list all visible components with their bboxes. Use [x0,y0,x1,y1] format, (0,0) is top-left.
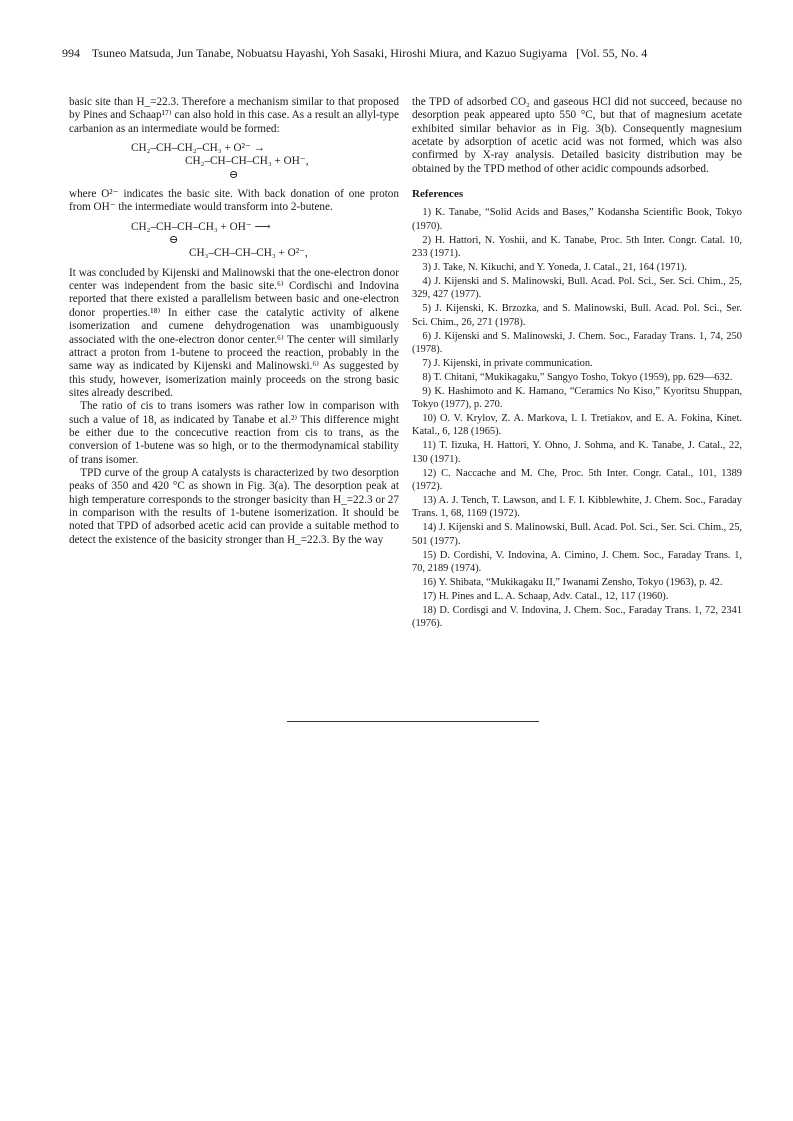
reference-item: 17) H. Pines and L. A. Schaap, Adv. Catal., 12, 117 (1960). [422,590,669,602]
equation-line: CH₂–CH–CH–CH₃ + OH⁻ ⟶ [131,220,271,233]
reference-item: 3) J. Take, N. Kikuchi, and Y. Yoneda, J. Catal., 21, 164 (1971). [422,262,687,274]
reference-list [412,206,742,630]
equation-line: CH₂–CH–CH–CH₃ + OH⁻, [185,155,309,168]
end-rule [287,721,539,722]
reference-item: 11) T. Iizuka, H. Hattori, Y. Ohno, J. Sohma, and K. Tanabe, J. Catal., 22, 130 (1971). [412,440,742,465]
reference-item: 15) D. Cordishi, V. Indovina, A. Cimino, J. Chem. Soc., Faraday Trans. 1, 70, 2189 (1974). [412,549,742,574]
reference-item: 14) J. Kijenski and S. Malinowski, Bull. Acad. Pol. Sci., Ser. Sci. Chim., 25, 501 (1977). [412,522,742,547]
equation-line: CH₂–CH–CH₂–CH₃ + O²⁻ → [131,142,265,155]
references-heading: References [412,188,464,201]
volume-info: [Vol. 55, No. 4 [576,46,648,60]
paragraph: where O²⁻ indicates the basic site. With back donation of one proton from OH⁻ the intermediate would transform into 2-butene. [69,188,399,214]
reference-item: 8) T. Chitani, “Mukikagaku,” Sangyo Tosho, Tokyo (1959), pp. 629—632. [422,371,733,383]
reference-item: 6) J. Kijenski and S. Malinowski, J. Chem. Soc., Faraday Trans. 1, 74, 250 (1978). [412,330,742,355]
right-column [412,96,742,631]
reference-item: 5) J. Kijenski, K. Brzozka, and S. Malinowski, Bull. Acad. Pol. Sci., Ser. Sci. Chim., 26, 271 (1978). [412,303,742,328]
reference-item: 9) K. Hashimoto and K. Hamano, “Ceramics No Kiso,” Kyoritsu Shuppan, Tokyo (1977), p. 270. [412,385,742,411]
reference-item: 1) K. Tanabe, “Solid Acids and Bases,” Kodansha Scientific Book, Tokyo (1970). [412,207,742,232]
page-number: 994 [62,46,80,60]
paragraph: The ratio of cis to trans isomers was rather low in comparison with such a value of 18, as indicated by Tanabe et al.²⁾ This difference might be either due to the concecutive reaction from cis to trans, as the conversion of 1-butene was so high, or to the thermodynamical stability of trans isomer. [69,400,399,466]
equation-line: CH₃–CH–CH–CH₃ + O²⁻, [189,247,308,260]
reference-item: 18) D. Cordisgi and V. Indovina, J. Chem. Soc., Faraday Trans. 1, 72, 2341 (1976). [412,604,742,630]
reference-item: 16) Y. Shibata, “Mukikagaku II,” Iwanami Zensho, Tokyo (1963), p. 42. [422,576,723,588]
left-column [69,96,399,547]
paragraph: basic site than H_=22.3. Therefore a mechanism similar to that proposed by Pines and Schaap¹⁷⁾ can also hold in this case. As a result an allyl-type carbanion as an intermediate would be formed: [69,96,399,135]
reference-item: 10) O. V. Krylov, Z. A. Markova, I. I. Tretiakov, and E. A. Fokina, Kinet. Katal., 6, 128 (1965). [412,413,742,438]
reference-item: 13) A. J. Tench, T. Lawson, and I. F. I. Kibblewhite, J. Chem. Soc., Faraday Trans. 1, 68, 1169 (1972). [412,494,742,520]
paragraph: It was concluded by Kijenski and Malinowski that the one-electron donor center was independent from the basic site.⁶⁾ Cordischi and Indovina reported that there existed a parallelism between basic and one-electron donor properties.¹⁸⁾ In either case the catalytic activity of alkene isomerization and cumene dehydrogenation was unambiguously associated with the one-electron donor center.⁶⁾ The center will similarly attract a proton from 1-butene to proceed the reaction, probably in the same way as indicated by Kijenski and Malinowski.⁶⁾ As suggested by this study, however, isomerization mainly proceeds on the strong basic sites already described. [69,266,399,399]
reference-item: 7) J. Kijenski, in private communication. [422,357,593,369]
equation-charge: ⊖ [169,234,179,247]
reference-item: 4) J. Kijenski and S. Malinowski, Bull. Acad. Pol. Sci., Ser. Sci. Chim., 25, 329, 427 (1977). [412,275,742,301]
paragraph: TPD curve of the group A catalysts is characterized by two desorption peaks of 350 and 420 °C as shown in Fig. 3(a). The desorption peak at high temperature corresponds to the stronger basicity than H_=22.3 or 27 in comparison with the results of 1-butene isomerization. It should be noted that TPD of adsorbed acetic acid can provide a suitable method to detect the existence of the basicity stronger than H_=22.3. By the way [69,466,399,546]
paragraph: the TPD of adsorbed CO₂ and gaseous HCl did not succeed, because no desorption peak appeared upto 550 °C, but that of magnesium acetate exhibited similar behavior as in Fig. 3(b). Consequently magnesium acetate by adsorption of acetic acid was not formed, which was also confirmed by X-ray analysis. Detailed basicity distribution may be obtained by the TPD method of other acidic compounds adsorbed. [412,96,742,175]
running-header [62,46,742,61]
equation-charge: ⊖ [229,168,239,181]
author-list: Tsuneo Matsuda, Jun Tanabe, Nobuatsu Hayashi, Yoh Sasaki, Hiroshi Miura, and Kazuo Sugiyama [91,46,568,60]
reference-item: 12) C. Naccache and M. Che, Proc. 5th Inter. Congr. Catal., 101, 1389 (1972). [412,467,742,493]
reference-item: 2) H. Hattori, N. Yoshii, and K. Tanabe, Proc. 5th Inter. Congr. Catal. 10, 233 (1971). [412,234,742,260]
